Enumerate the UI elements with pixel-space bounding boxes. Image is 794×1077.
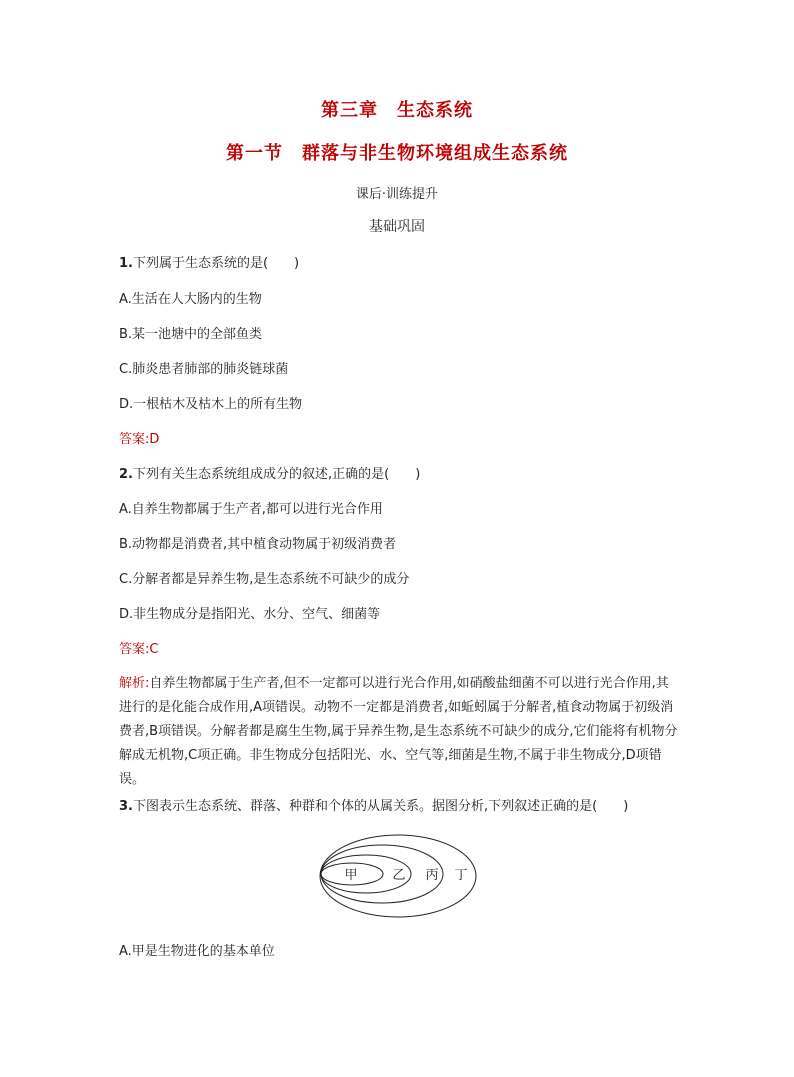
question-2-stem [119,463,420,482]
section-title: 第一节 群落与非生物环境组成生态系统 [226,143,568,164]
label-yi: 乙 [392,868,406,883]
part-heading: 基础巩固 [369,219,425,235]
q2-analysis [119,672,679,792]
nested-ellipse-diagram [318,833,478,919]
label-ding: 丁 [454,868,468,883]
q1-option-a: A.生活在人大肠内的生物 [119,292,262,307]
q2-option-a: A.自养生物都属于生产者,都可以进行光合作用 [119,502,383,517]
question-3-stem [119,795,628,814]
question-number: 3. [119,799,133,814]
q1-option-d: D.一根枯木及枯木上的所有生物 [119,397,303,412]
q2-option-d: D.非生物成分是指阳光、水分、空气、细菌等 [119,607,381,622]
question-number: 2. [119,467,133,482]
q1-option-b: B.某一池塘中的全部鱼类 [119,327,263,342]
q1-option-c: C.肺炎患者肺部的肺炎链球菌 [119,362,289,377]
question-number: 1. [119,256,133,271]
question-text: 下图表示生态系统、群落、种群和个体的从属关系。据图分析,下列叙述正确的是( ) [132,799,629,814]
q2-option-c: C.分解者都是异养生物,是生态系统不可缺少的成分 [119,572,410,587]
q3-option-a: A.甲是生物进化的基本单位 [119,944,275,959]
analysis-text: 自养生物都属于生产者,但不一定都可以进行光合作用,如硝酸盐细菌不可以进行光合作用,其进行的是化能合成作用,A项错误。动物不一定都是消费者,如蚯蚓属于分解者,植食动物属于初级消费者,B项错误。分解者都是腐生生物,属于异养生物,是生态系统不可缺少的成分,它们能将有机物分解成无机物,C项正确。非生物成分包括阳光、水、空气等,细菌是生物,不属于非生物成分,D项错误。 [119,676,678,787]
question-text: 下列有关生态系统组成成分的叙述,正确的是( ) [132,467,421,482]
question-text: 下列属于生态系统的是( ) [132,256,300,271]
label-jia: 甲 [344,868,358,883]
label-bing: 丙 [425,868,439,883]
subtitle: 课后·训练提升 [355,187,439,202]
analysis-label: 解析: [119,676,150,691]
q2-answer: 答案:C [119,642,159,657]
chapter-title: 第三章 生态系统 [321,100,473,121]
q1-answer: 答案:D [119,432,160,447]
question-1-stem [119,252,299,271]
q2-option-b: B.动物都是消费者,其中植食动物属于初级消费者 [119,537,397,552]
